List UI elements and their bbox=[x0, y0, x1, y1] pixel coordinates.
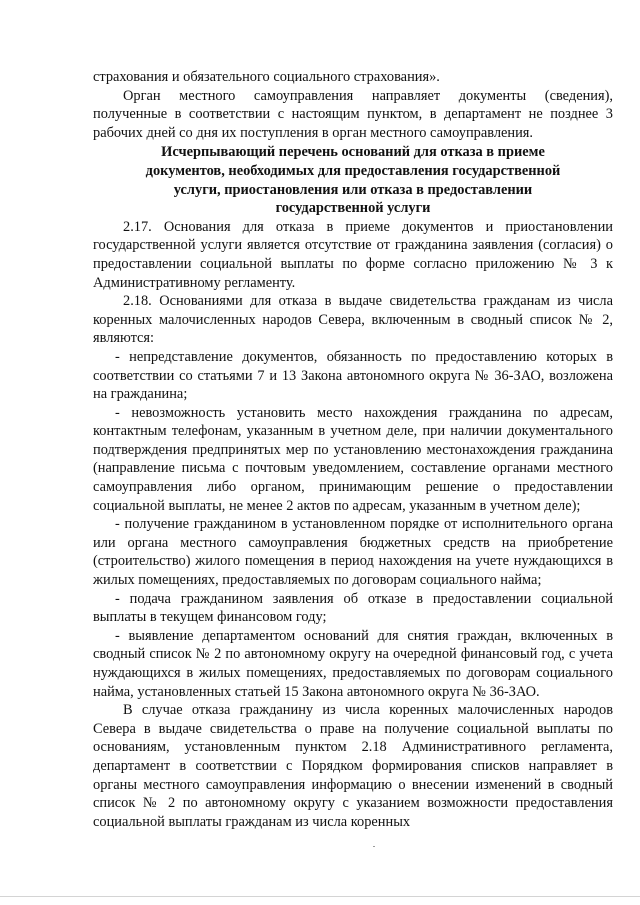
paragraph-continuation: страхования и обязательного социального страхования». bbox=[93, 69, 440, 85]
paragraph-2-17: 2.17. Основания для отказа в приеме документов и приостановлении государственной услуги является отсутствие от гражданина заявления (согласия) о предоставлении социальной выплаты по форме согласно приложению № 3 к Административному регламенту. bbox=[93, 218, 613, 291]
section-heading: Исчерпывающий перечень оснований для отказа в приеме документов, необходимых для предоставления государственной услуги, приостановления или отказа в предоставлении государственной услуги bbox=[145, 144, 561, 217]
list-item: - выявление департаментом оснований для снятия граждан, включенных в сводный список № 2 по автономному округу на очередной финансовый год, с учета нуждающихся в жилых помещениях, предоставляемых по договорам социального найма, установленных статьей 15 Закона автономного округа № 36-ЗАО. bbox=[93, 627, 613, 700]
scan-speck bbox=[373, 846, 375, 847]
list-item: - получение гражданином в установленном порядке от исполнительного органа или органа местного самоуправления бюджетных средств на приобретение (строительство) жилого помещения в период нахождения на учете нуждающихся в жилых помещениях, предоставляемых по договорам социального найма; bbox=[93, 516, 613, 589]
list-item: - невозможность установить место нахождения гражданина по адресам, контактным телефонам, указанным в учетном деле, при наличии документального подтверждения предпринятых мер по установлению местонахождения гражданина (направление письма с почтовым уведомлением, составление органами местного самоуправления либо органом, принимающим решение о предоставлении социальной выплаты, не менее 2 актов по адресам, указанным в учетном деле); bbox=[93, 404, 613, 514]
paragraph-local-government: Орган местного самоуправления направляет документы (сведения), полученные в соответствии с настоящим пунктом, в департамент не позднее 3 рабочих дней со дня их поступления в орган местного самоуправления. bbox=[93, 87, 613, 141]
page-bottom-edge bbox=[0, 896, 640, 897]
list-item: - непредставление документов, обязанность по предоставлению которых в соответствии со статьями 7 и 13 Закона автономного округа № 36-ЗАО, возложена на гражданина; bbox=[93, 348, 613, 403]
document-body bbox=[93, 68, 613, 831]
list-item: - подача гражданином заявления об отказе в предоставлении социальной выплаты в текущем финансовом году; bbox=[93, 590, 613, 626]
paragraph-2-18: 2.18. Основаниями для отказа в выдаче свидетельства гражданам из числа коренных малочисленных народов Севера, включенным в сводный список № 2, являются: bbox=[93, 293, 613, 347]
paragraph-refusal-case: В случае отказа гражданину из числа коренных малочисленных народов Севера в выдаче свидетельства о праве на получение социальной выплаты по основаниям, установленным пунктом 2.18 Административного регламента, департамент в соответствии с Порядком формирования списков направляет в органы местного самоуправления информацию о внесении изменений в сводный список № 2 по автономному округу с указанием возможности предоставления социальной выплаты гражданам из числа коренных bbox=[93, 702, 613, 830]
